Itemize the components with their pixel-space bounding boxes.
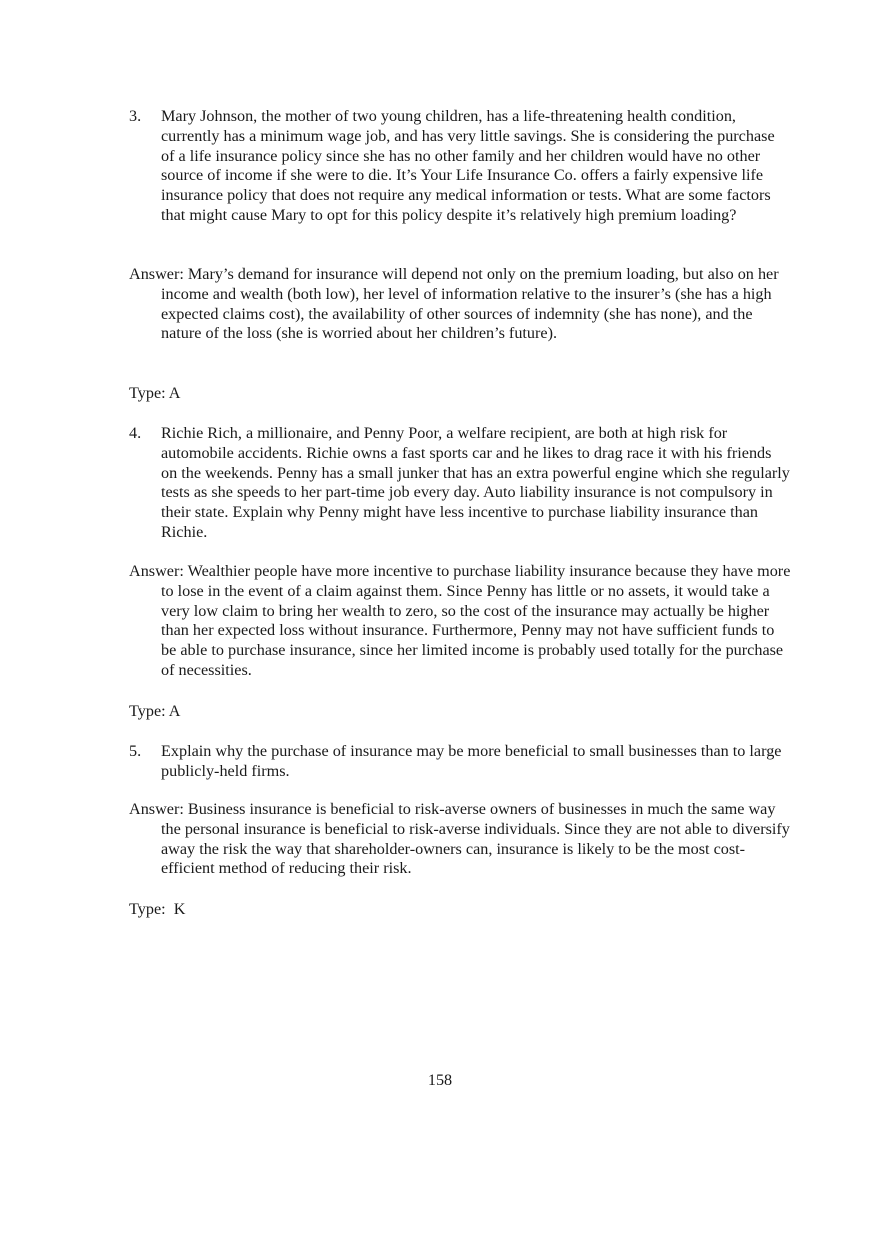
answer-5: Answer: Business insurance is beneficial to risk-averse owners of businesses in much the same way the personal insurance is beneficial to risk-averse individuals. Since they are not able to diversify away the risk the way that shareholder-owners can, insurance is likely to be the most cost-efficient method of reducing their risk. <box>129 800 790 878</box>
question-number: 5. <box>129 742 142 760</box>
answer-3: Answer: Mary’s demand for insurance will depend not only on the premium loading, but also on her income and wealth (both low), her level of information relative to the insurer’s (she has a high expected claims cost), the availability of other sources of indemnity (she has none), and the nature of the loss (she is worried about her children’s future). <box>129 265 779 343</box>
question-text: Explain why the purchase of insurance may be more beneficial to small businesses than to large publicly-held firms. <box>161 742 782 780</box>
page-number: 158 <box>427 1071 453 1089</box>
type-label-4: Type: A <box>129 702 181 720</box>
question-number: 3. <box>129 107 142 125</box>
type-label-3: Type: A <box>129 384 181 402</box>
question-5 <box>129 742 791 782</box>
type-label-5: Type: K <box>129 900 186 918</box>
question-text: Mary Johnson, the mother of two young children, has a life-threatening health condition, currently has a minimum wage job, and has very little savings. She is considering the purchase of a life insurance policy since she has no other family and her children would have no other source of income if she were to die. It’s Your Life Insurance Co. offers a fairly expensive life insurance policy that does not require any medical information or tests. What are some factors that might cause Mary to opt for this policy despite it’s relatively high premium loading? <box>161 107 775 224</box>
question-text: Richie Rich, a millionaire, and Penny Poor, a welfare recipient, are both at high risk for automobile accidents. Richie owns a fast sports car and he likes to drag race it with his friends on the weekends. Penny has a small junker that has an extra powerful engine which she regularly tests as she speeds to her part-time job every day. Auto liability insurance is not compulsory in their state. Explain why Penny might have less incentive to purchase liability insurance than Richie. <box>161 424 790 541</box>
question-3 <box>129 107 791 226</box>
question-number: 4. <box>129 424 142 442</box>
question-4 <box>129 424 791 543</box>
answer-4: Answer: Wealthier people have more incentive to purchase liability insurance because they have more to lose in the event of a claim against them. Since Penny has little or no assets, it would take a very low claim to bring her wealth to zero, so the cost of the insurance may actually be higher than her expected loss without insurance. Furthermore, Penny may not have sufficient funds to be able to purchase insurance, since her limited income is probably used totally for the purchase of necessities. <box>129 562 791 679</box>
